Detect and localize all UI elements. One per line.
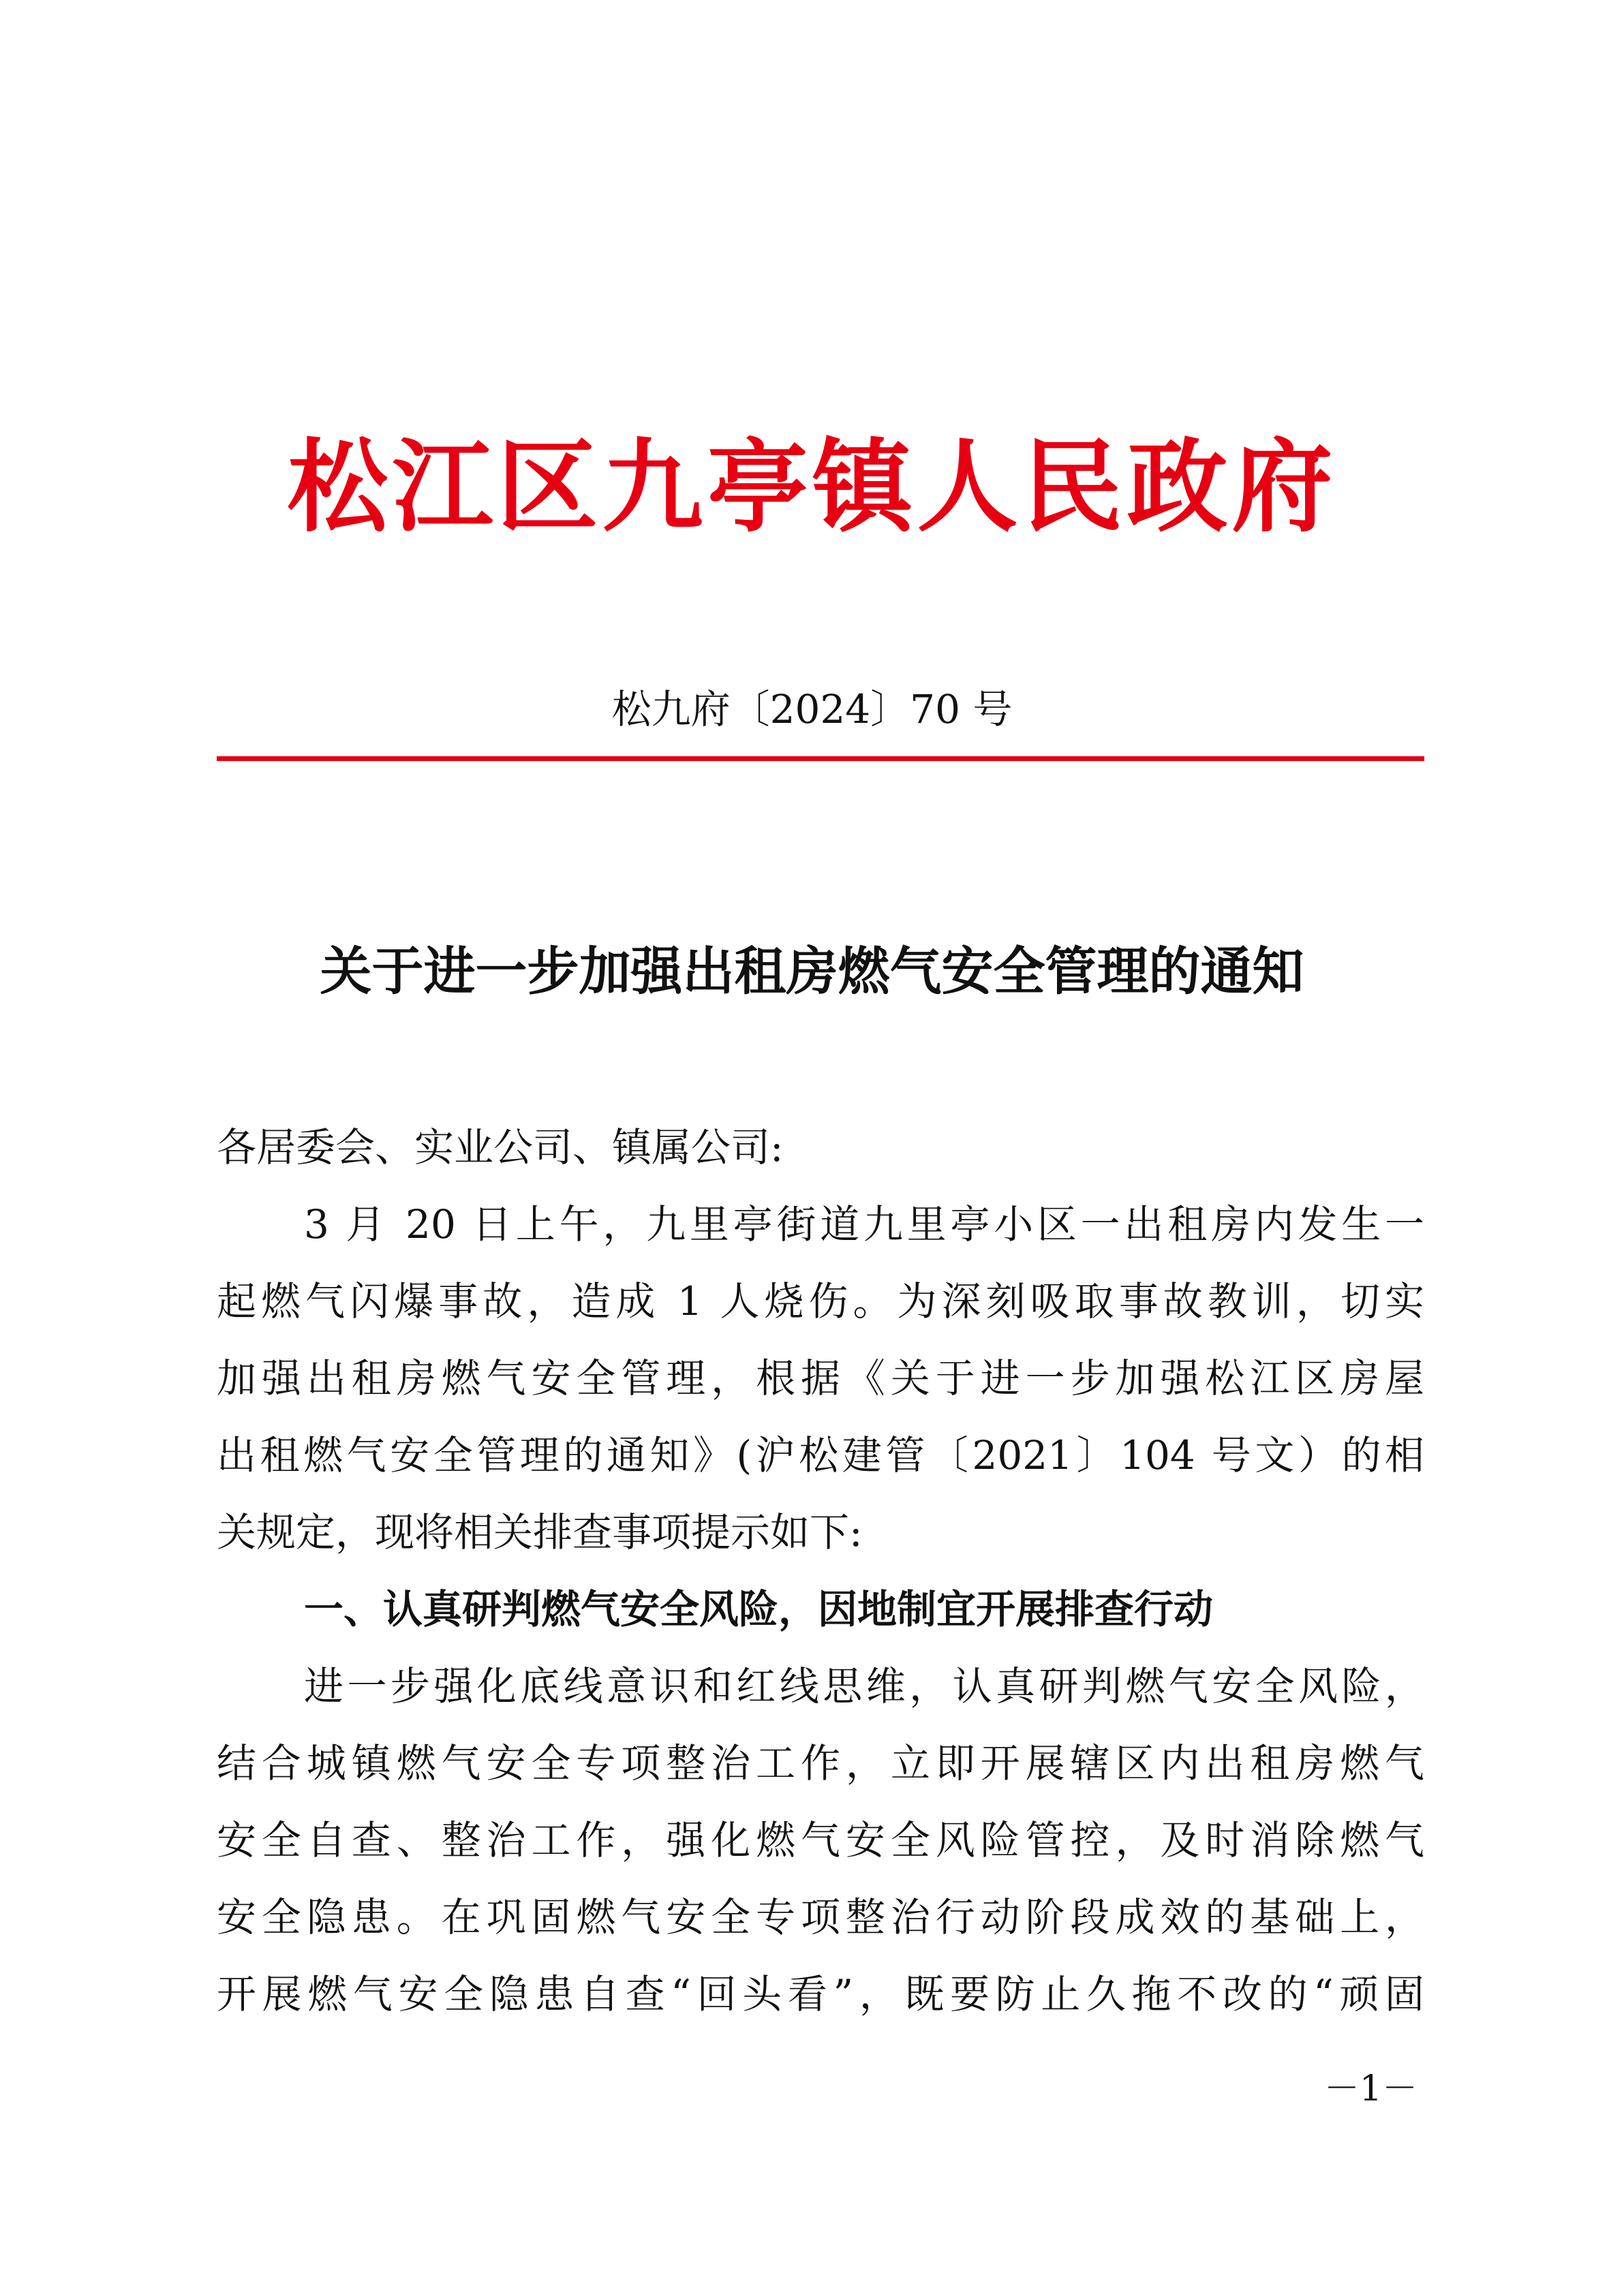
paragraph-1-line-5: 关规定，现将相关排查事项提示如下: [217, 1509, 863, 1555]
document-number: 松九府〔2024〕70 号 [611, 686, 1013, 732]
paragraph-2-line-2: 结合城镇燃气安全专项整治工作，立即开展辖区内出租房燃气 [217, 1740, 1424, 1786]
paragraph-1-line-2: 起燃气闪爆事故，造成 1 人烧伤。为深刻吸取事故教训，切实 [217, 1278, 1424, 1324]
notice-title: 关于进一步加强出租房燃气安全管理的通知 [320, 941, 1304, 1002]
paragraph-2-line-5: 开展燃气安全隐患自查“回头看”，既要防止久拖不改的“顽固 [217, 1971, 1424, 2017]
salutation: 各居委会、实业公司、镇属公司: [217, 1124, 784, 1170]
red-separator-line [217, 756, 1424, 761]
paragraph-1-line-3: 加强出租房燃气安全管理，根据《关于进一步加强松江区房屋 [217, 1355, 1424, 1401]
section-1-heading: 一、认真研判燃气安全风险，因地制宜开展排查行动 [304, 1586, 1214, 1632]
paragraph-2-line-4: 安全隐患。在巩固燃气安全专项整治行动阶段成效的基础上， [217, 1894, 1424, 1940]
paragraph-1-line-4: 出租燃气安全管理的通知》(沪松建管〔2021〕104 号文）的相 [217, 1432, 1424, 1478]
paragraph-2-line-1: 进一步强化底线意识和红线思维，认真研判燃气安全风险， [304, 1663, 1424, 1709]
paragraph-2-line-3: 安全自查、整治工作，强化燃气安全风险管控，及时消除燃气 [217, 1817, 1424, 1863]
paragraph-1-line-1: 3 月 20 日上午，九里亭街道九里亭小区一出租房内发生一 [304, 1201, 1424, 1247]
page-number: －1－ [1323, 2068, 1418, 2109]
issuing-organization-title: 松江区九亭镇人民政府 [287, 427, 1337, 546]
document-body [217, 1109, 1424, 2033]
